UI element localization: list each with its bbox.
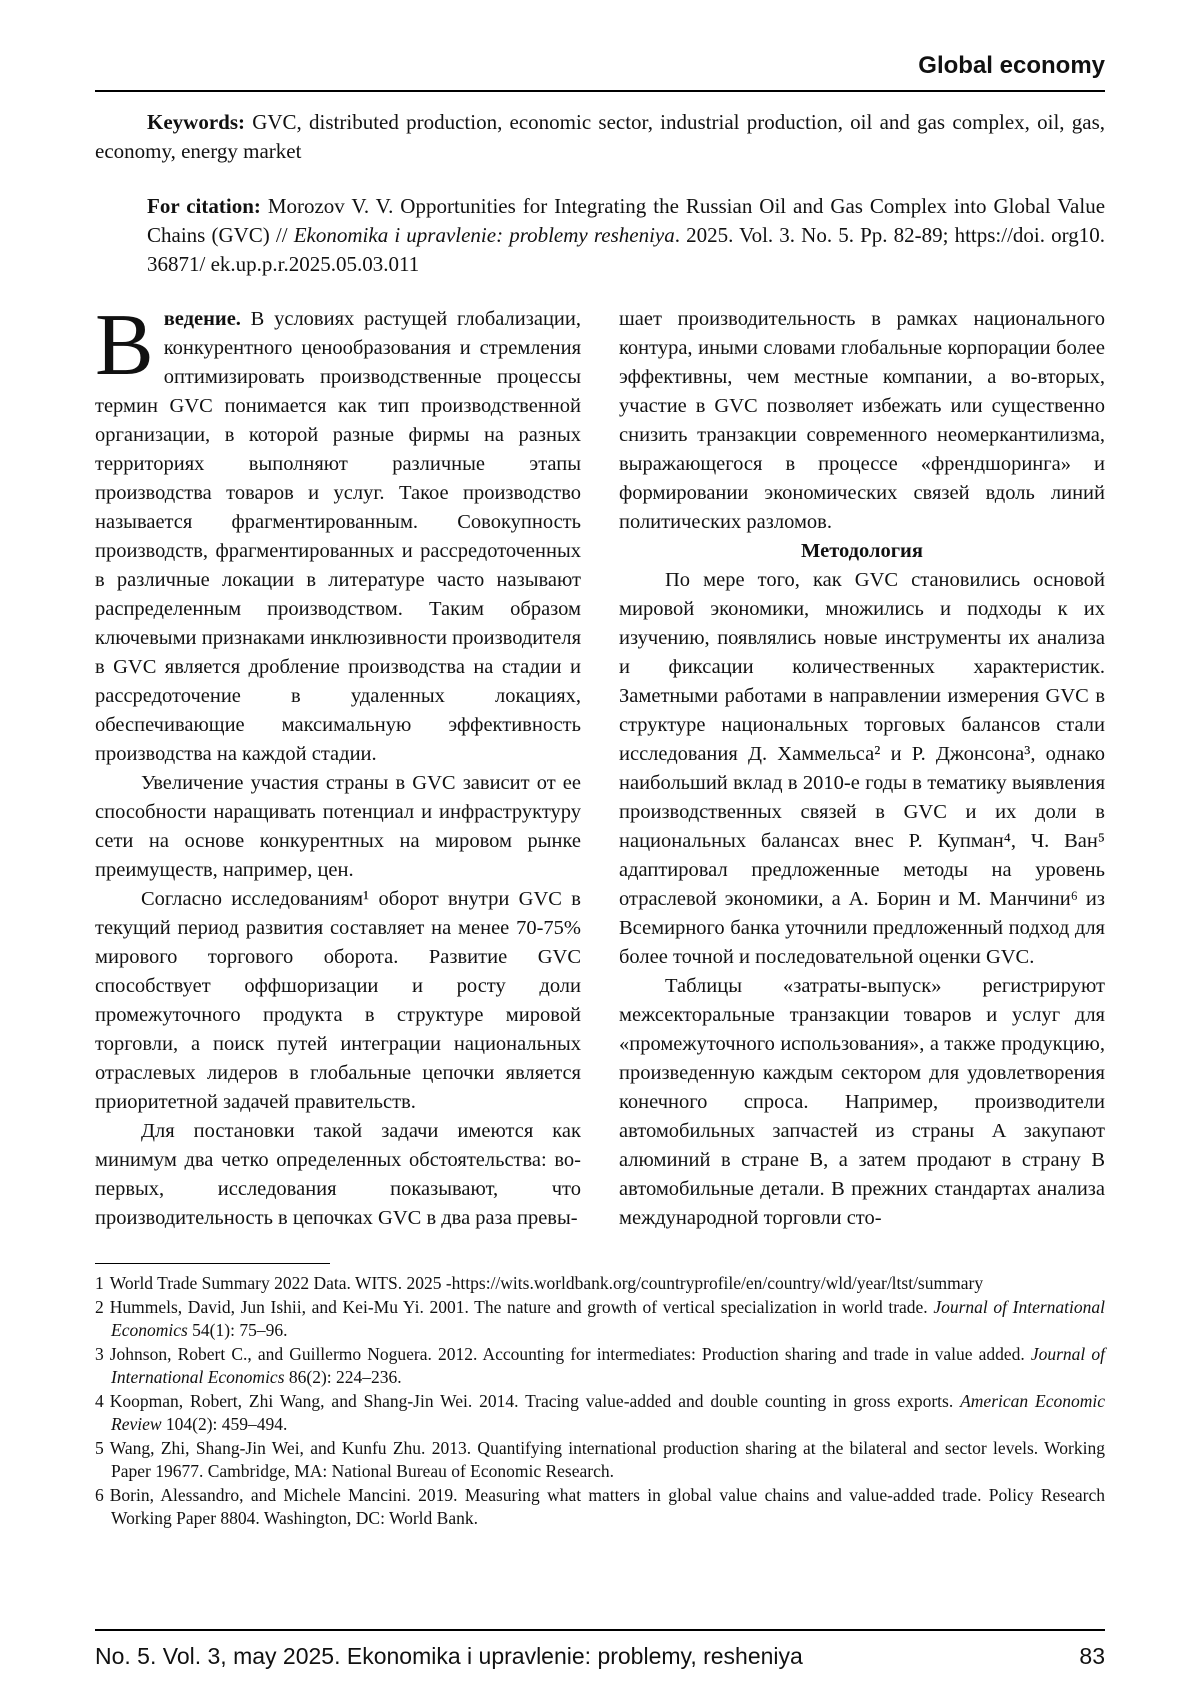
footnote-journal-italic: Journal of International Economics <box>111 1343 1105 1387</box>
footnote-number: 2 <box>95 1296 104 1317</box>
footnote-text: Wang, Zhi, Shang-Jin Wei, and Kunfu Zhu. 2013. Quantifying international production sharing at the bilateral and sector levels. Working Paper 19677. Cambridge, MA: National Bureau of Economic Research. <box>109 1437 1105 1481</box>
footnote <box>95 1296 1105 1343</box>
section-heading-methodology: Методология <box>801 540 923 562</box>
footnote-number: 6 <box>95 1484 104 1505</box>
body-paragraph: Согласно исследованиям¹ оборот внутри GVC в текущий период развития составляет на менее 70-75% мирового торгового оборота. Развитие GVC способствует оффшоризации и росту доли промежуточного продукта в структуре мировой торговли, а поиск путей интеграции национальных отраслевых лидеров в глобальные цепочки является приоритетной задачей правительств. <box>95 888 581 1113</box>
footnote <box>95 1484 1105 1531</box>
footnote-text: Borin, Alessandro, and Michele Mancini. 2019. Measuring what matters in global value chains and value-added trade. Policy Research Working Paper 8804. Washington, DC: World Bank. <box>109 1484 1105 1528</box>
footnote-number: 4 <box>95 1390 104 1411</box>
citation-label: For citation: <box>147 194 261 218</box>
footnote-journal-italic: American Economic Review <box>111 1390 1106 1434</box>
footnote <box>95 1272 1105 1296</box>
footnote-journal-italic: Journal of International Economics <box>111 1296 1105 1340</box>
citation-journal-title: Ekonomika i upravlenie: problemy resheniya <box>293 223 675 247</box>
body-paragraph-continuation: шает производительность в рамках национального контура, иными словами глобальные корпорации более эффективны, чем местные компании, а во-вторых, участие в GVC позволяет избежать или существенно снизить транзакции современного неомеркантилизма, выражающегося в процессе «френдшоринга» и формировании экономических связей вдоль линий политических разломов. <box>619 308 1105 533</box>
footer-page-number: 83 <box>1079 1643 1105 1669</box>
body-paragraph: Увеличение участия страны в GVC зависит от ее способности наращивать потенциал и инфраструктуру сети на основе конкурентных на мировом рынке преимуществ, например, цен. <box>95 772 581 881</box>
body-paragraph: По мере того, как GVC становились основой мировой экономики, множились и подходы к их изучению, появлялись новые инструменты их анализа и фиксации количественных характеристик. Заметными работами в направлении измерения GVC в структуре национальных торговых балансов стали исследования Д. Хаммельса² и Р. Джонсона³, однако наибольший вклад в 2010-е годы в тематику выявления производственных связей в GVC и их доли в национальных балансах внес Р. Купман⁴, Ч. Ван⁵ адаптировал предложенные методы на уровень отраслевой экономики, а А. Борин и М. Манчини⁶ из Всемирного банка уточнили предложенный подход для более точной и последовательной оценки GVC. <box>619 569 1105 968</box>
footnote-number: 5 <box>95 1437 104 1458</box>
page-footer <box>95 1629 1105 1670</box>
footer-journal-line: No. 5. Vol. 3, may 2025. Ekonomika i upravlenie: problemy, resheniya <box>95 1643 803 1669</box>
dropcap-letter: В <box>95 297 154 394</box>
footnote <box>95 1437 1105 1484</box>
footnote-text-after: 86(2): 224–236. <box>284 1367 402 1387</box>
footnotes-block <box>95 1272 1105 1531</box>
body-paragraph: Для постановки такой задачи имеются как минимум два четко определенных обстоятельства: во-первых, исследования показывают, что производительность в цепочках GVC в два раза превы- <box>95 1120 581 1229</box>
two-column-body <box>95 297 1105 1233</box>
keywords-text: GVC, distributed production, economic sector, industrial production, oil and gas complex, oil, gas, economy, energy market <box>95 110 1105 163</box>
running-head-section: Global economy <box>918 52 1105 79</box>
keywords-label: Keywords: <box>147 110 245 134</box>
citation-doi: . 2025. Vol. 3. No. 5. Pp. 82-89; https://doi. org10. 36871/ ek.up.p.r.2025.05.03.011 <box>147 223 1106 276</box>
footnote-text: Koopman, Robert, Zhi Wang, and Shang-Jin Wei. 2014. Tracing value-added and double counting in gross exports. <box>109 1390 961 1411</box>
body-paragraph: Таблицы «затраты-выпуск» регистрируют межсекторальные транзакции товаров и услуг для «промежуточного использования», а также продукцию, произведенную каждым сектором для удовлетворения конечного спроса. Например, производители автомобильных запчастей из страны А закупают алюминий в стране В, а затем продают в страну В автомобильные детали. В прежних стандартах анализа международной торговли сто- <box>619 975 1105 1229</box>
footnote-text: Johnson, Robert C., and Guillermo Noguera. 2012. Accounting for intermediates: Production sharing and trade in value added. <box>109 1343 1031 1364</box>
footnote-text-after: 104(2): 459–494. <box>161 1414 288 1434</box>
intro-paragraph <box>95 297 581 769</box>
footnote-text-after: 54(1): 75–96. <box>187 1320 288 1340</box>
intro-word-bold: ведение. <box>163 308 241 330</box>
left-column <box>95 297 581 1233</box>
footnote-number: 1 <box>95 1273 104 1293</box>
footnote-number: 3 <box>95 1343 104 1364</box>
footnote-text: Hummels, David, Jun Ishii, and Kei-Mu Yi. 2001. The nature and growth of vertical specialization in world trade. <box>109 1296 934 1317</box>
header-divider <box>95 90 1105 92</box>
citation-text: Morozov V. V. Opportunities for Integrating the Russian Oil and Gas Complex into Global Value Chains (GVC) // <box>147 194 1106 247</box>
footnote-separator <box>95 1263 330 1264</box>
footnote <box>95 1390 1105 1437</box>
right-column <box>619 305 1105 1233</box>
citation-paragraph <box>147 192 1105 279</box>
intro-text: В условиях растущей глобализации, конкурентного ценообразования и стремления оптимизировать производственные процессы термин GVC понимается как тип производственной организации, в которой разные фирмы на разных территориях выполняют различные этапы производства товаров и услуг. Такое производство называется фрагментированным. Совокупность производств, фрагментированных и рассредоточенных в различные локации в литературе часто называют распределенным производством. Таким образом ключевыми признаками инклюзивности производителя в GVC является дробление производства на стадии и рассредоточение в удаленных локациях, обеспечивающие максимальную эффективность производства на каждой стадии. <box>95 308 581 765</box>
keywords-paragraph <box>95 108 1105 166</box>
footnote <box>95 1343 1105 1390</box>
footnote-text: World Trade Summary 2022 Data. WITS. 2025 -https://wits.worldbank.org/countryprofile/en/country/wld/year/ltst/summary <box>109 1273 984 1293</box>
